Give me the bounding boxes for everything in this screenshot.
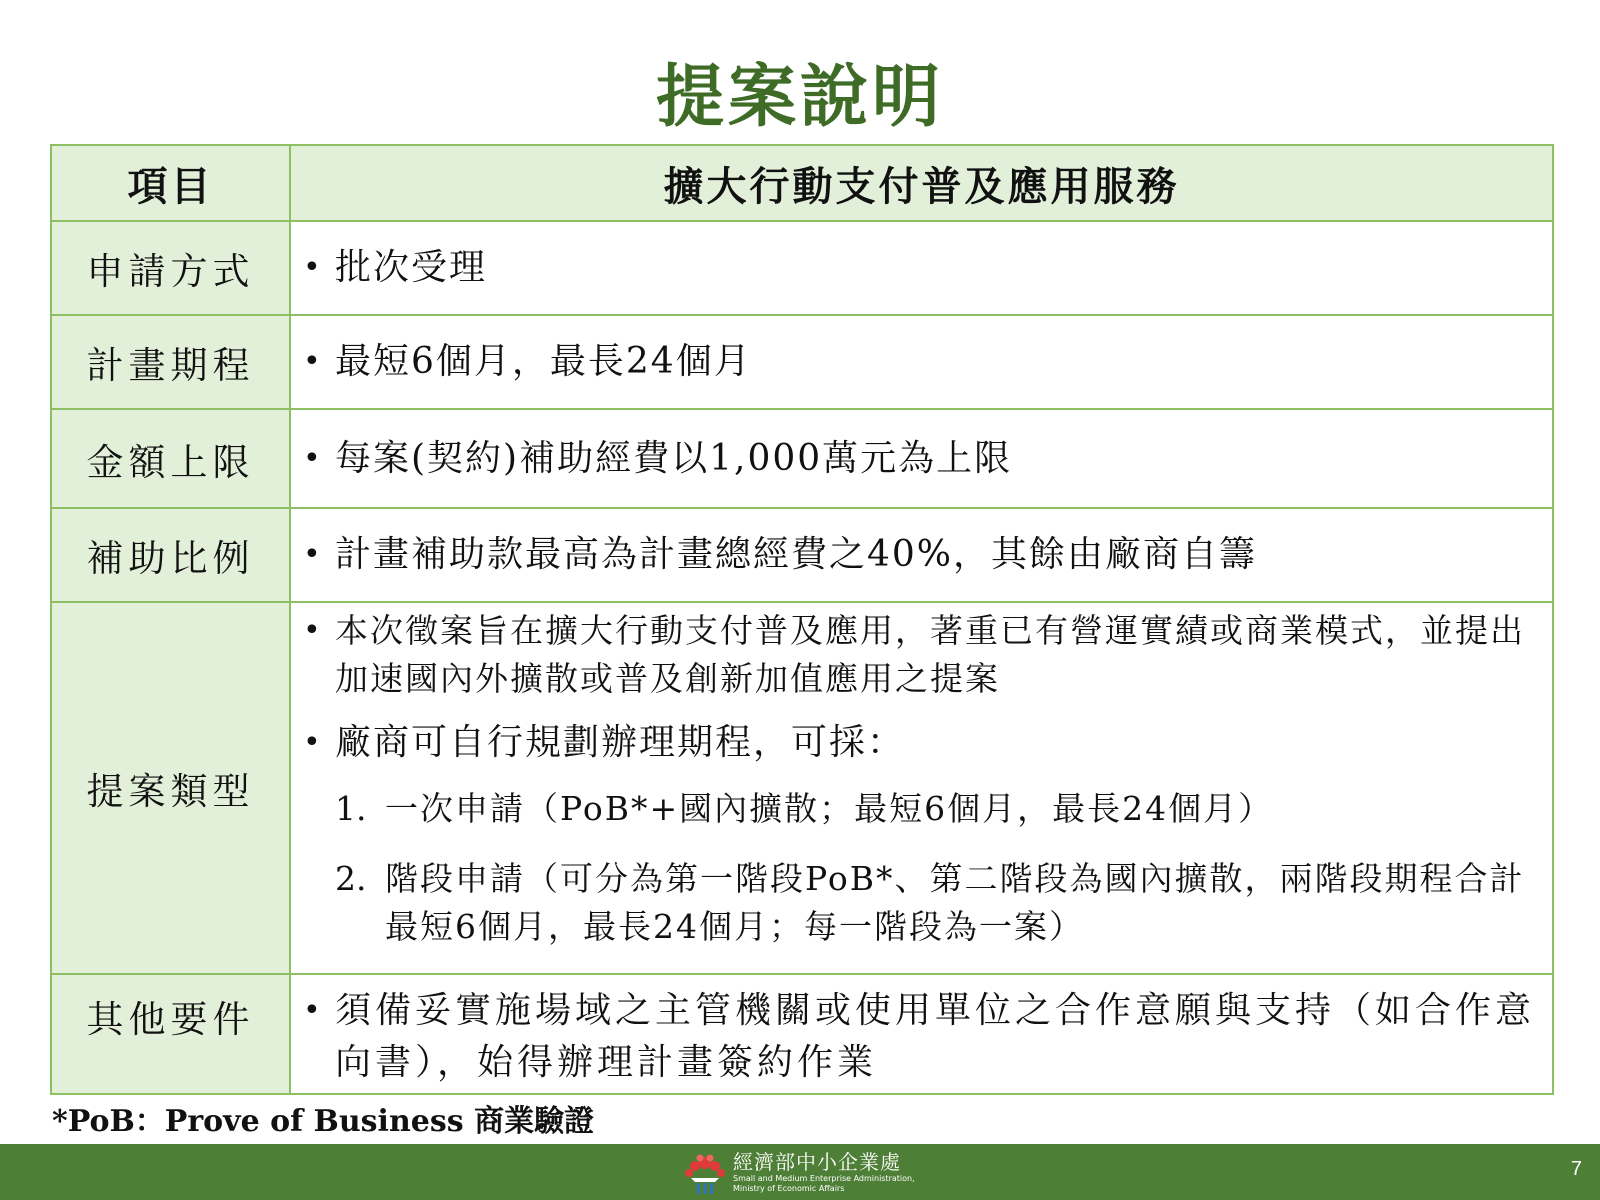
header-program: 擴大行動支付普及應用服務 [290,145,1553,221]
table-row [51,221,1553,315]
sme-administration-logo-icon [683,1152,727,1196]
row-content [290,315,1553,409]
row-content [290,221,1553,315]
row-label: 金額上限 [51,409,290,508]
table-row [51,508,1553,602]
content-text: 計畫補助款最高為計畫總經費之40%，其餘由廠商自籌 [335,534,1258,575]
bullet: • [303,440,321,476]
table-row [51,974,1553,1094]
row-label: 補助比例 [51,508,290,602]
row-content [290,602,1553,974]
org-name-cn: 經濟部中小企業處 [733,1150,901,1174]
row-content [290,409,1553,508]
content-text: 最短6個月，最長24個月 [335,341,752,382]
bullet: • [303,725,321,760]
row-label: 其他要件 [51,974,290,1094]
row-content [290,508,1553,602]
table-row [51,315,1553,409]
content-text: 本次徵案旨在擴大行動支付普及應用，著重已有營運實績或商業模式，並提出加速國內外擴散或普及創新加值應用之提案 [335,611,1525,698]
content-text: 階段申請（可分為第一階段PoB*、第二階段為國內擴散，兩階段期程合計最短6個月，最長24個月；每一階段為一案） [385,859,1525,946]
row-label: 提案類型 [51,602,290,974]
footnote: *PoB：Prove of Business 商業驗證 [52,1104,595,1139]
row-label: 申請方式 [51,221,290,315]
page-title: 提案說明 [655,57,944,137]
footer-bar [0,1144,1600,1200]
org-logo [683,1148,933,1198]
org-name-en [733,1174,915,1194]
proposal-table [50,144,1554,1095]
content-text: 廠商可自行規劃辦理期程，可採： [335,722,906,763]
table-row [51,409,1553,508]
content-text: 批次受理 [335,247,488,288]
content-text: 一次申請（PoB*+國內擴散；最短6個月，最長24個月） [385,789,1274,828]
header-item: 項目 [51,145,290,221]
content-text: 須備妥實施場域之主管機關或使用單位之合作意願與支持（如合作意向書），始得辦理計畫簽約作業 [335,990,1536,1083]
bullet: • [303,344,321,379]
content-text: 每案(契約)補助經費以1,000萬元為上限 [335,437,1013,479]
list-number: 2. [335,859,367,898]
org-name-en-line2: Ministry of Economic Affairs [733,1184,845,1193]
row-label: 計畫期程 [51,315,290,409]
bullet: • [303,993,321,1028]
bullet: • [303,537,321,572]
bullet: • [303,613,321,648]
row-content [290,974,1553,1094]
page-number: 7 [1570,1158,1582,1180]
table-row [51,602,1553,974]
list-number: 1. [335,789,367,828]
bullet: • [303,250,321,285]
table-header-row [51,145,1553,221]
org-name-en-line1: Small and Medium Enterprise Administration, [733,1174,915,1183]
